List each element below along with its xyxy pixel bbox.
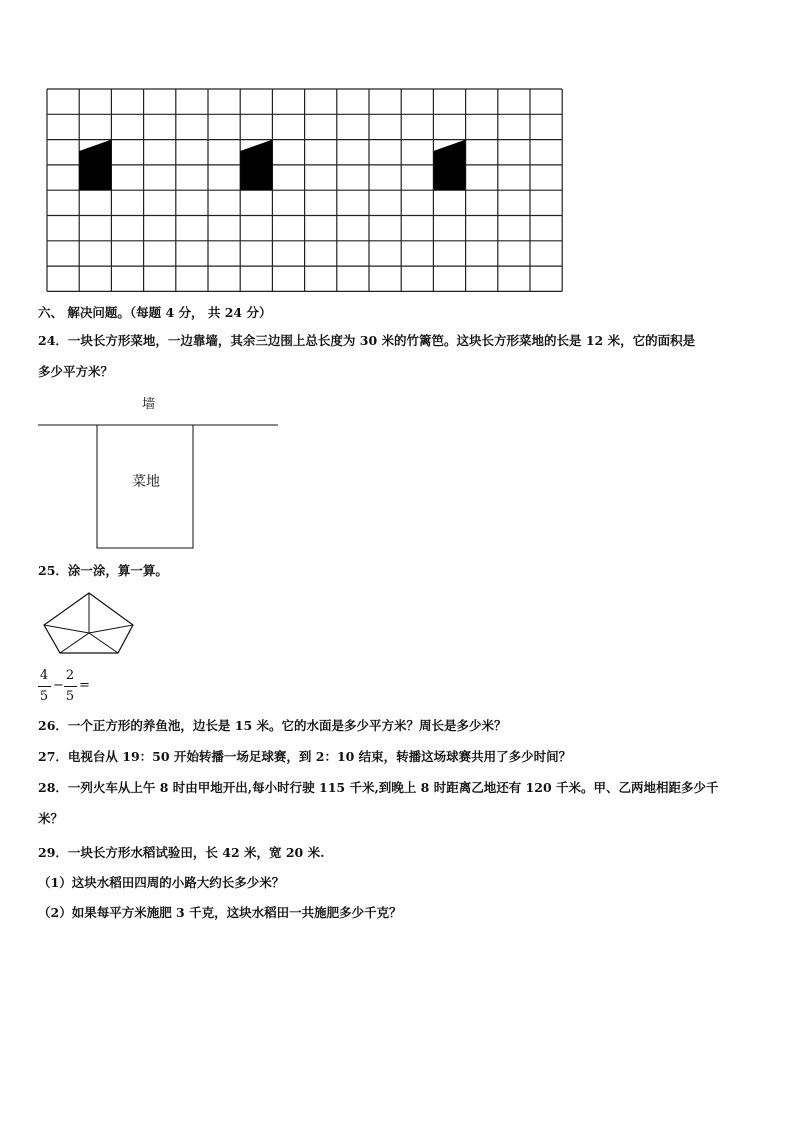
fraction1-denominator: 5	[39, 689, 49, 704]
q24-text-line1: 24．一块长方形菜地，一边靠墙，其余三边围上总长度为 30 米的竹篱笆。这块长方形菜地的长是 12 米，它的面积是	[38, 333, 696, 348]
q29-sub1: （1）这块水稻田四周的小路大约长多少米？	[38, 875, 285, 890]
pentagon-divisions	[44, 593, 133, 653]
q29-sub2: （2）如果每平方米施肥 3 千克，这块水稻田一共施肥多少千克？	[38, 905, 402, 920]
q28-text-line1: 28．一列火车从上午 8 时由甲地开出,每小时行驶 115 千米,到晚上 8 时距离乙地还有 120 千米。甲、乙两地相距多少千	[38, 780, 719, 795]
minus-sign: −	[53, 678, 64, 693]
q29-text: 29．一块长方形水稻试验田，长 42 米，宽 20 米.	[38, 845, 325, 860]
wall-label: 墙	[142, 397, 156, 412]
equals-sign: =	[79, 678, 90, 693]
fraction2-denominator: 5	[65, 689, 75, 704]
shaded-figure	[240, 140, 272, 191]
shaded-figure	[79, 140, 111, 191]
shaded-figure	[433, 140, 465, 191]
fraction1-bar	[38, 686, 51, 687]
garden-label: 菜地	[132, 474, 160, 490]
fraction2-numerator: 2	[65, 668, 75, 683]
q24-text-line2: 多少平方米？	[38, 364, 114, 379]
fraction1-numerator: 4	[39, 668, 49, 683]
pentagon-figure	[40, 590, 140, 660]
fraction2-bar	[64, 686, 77, 687]
q26-text: 26．一个正方形的养鱼池，边长是 15 米。它的水面是多少平方米？周长是多少米？	[38, 718, 507, 733]
q28-text-line2: 米？	[38, 811, 64, 826]
section-title: 六、 解决问题。（每题 4 分， 共 24 分）	[38, 305, 272, 320]
q27-text: 27．电视台从 19：50 开始转播一场足球赛，到 2：10 结束，转播这场球赛共用了多少时间？	[38, 749, 572, 764]
q25-text: 25．涂一涂，算一算。	[38, 563, 168, 578]
square-grid	[46, 88, 566, 294]
